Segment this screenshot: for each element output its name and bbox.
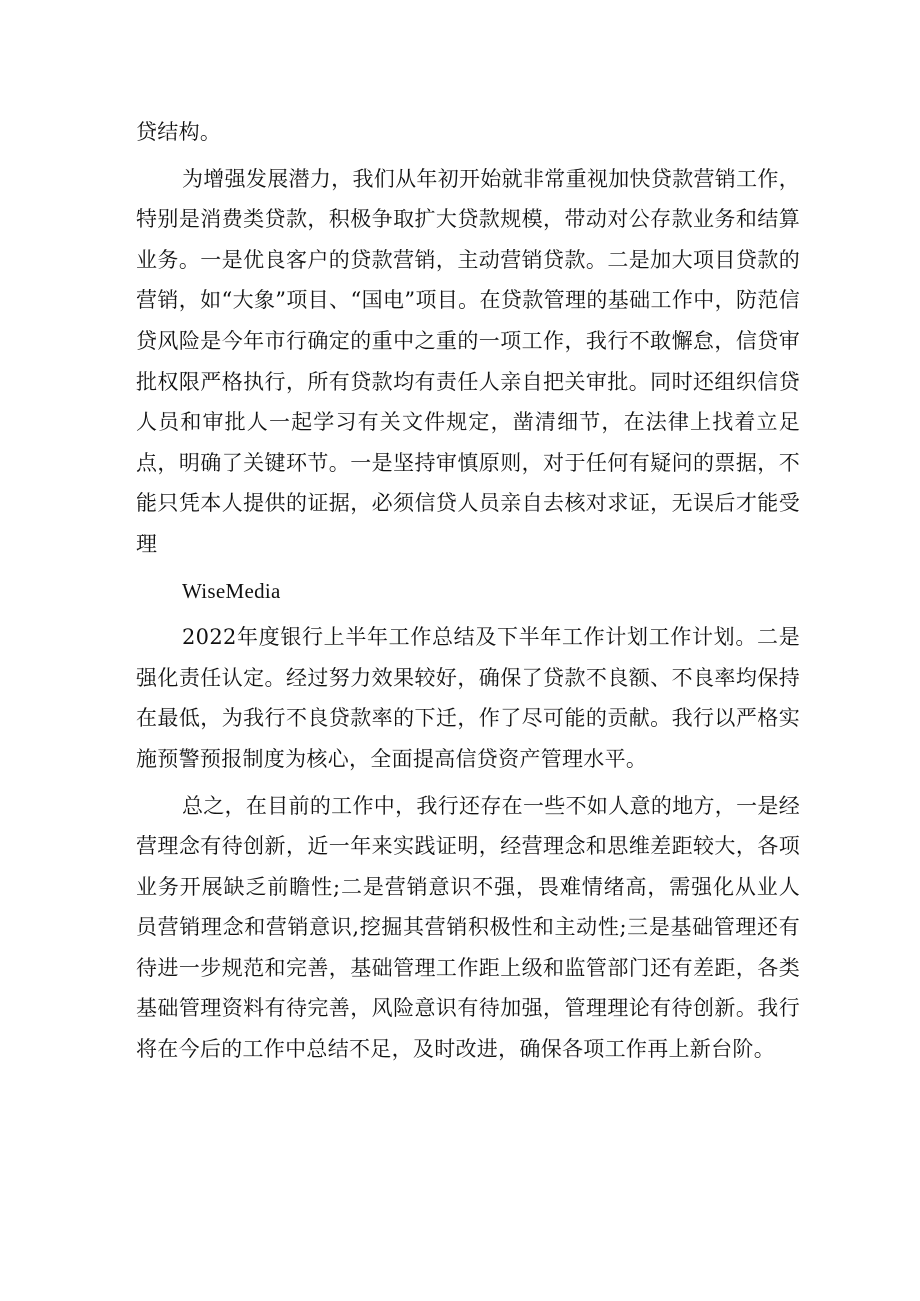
- paragraph-loan-marketing: 为增强发展潜力，我们从年初开始就非常重视加快贷款营销工作，特别是消费类贷款，积极争取扩大贷款规模，带动对公存款业务和结算业务。一是优良客户的贷款营销，主动营销贷款。二是加大项目贷款的营销，如“大象”项目、“国电”项目。在贷款管理的基础工作中，防范信贷风险是今年市行确定的重中之重的一项工作，我行不敢懈怠，信贷审批权限严格执行，所有贷款均有责任人亲自把关审批。同时还组织信贷人员和审批人一起学习有关文件规定，凿清细节，在法律上找着立足点，明确了关键环节。一是坚持审慎原则，对于任何有疑问的票据，不能只凭本人提供的证据，必须信贷人员亲自去核对求证，无误后才能受理: [136, 166, 800, 556]
- paragraph-responsibility: 2022年度银行上半年工作总结及下半年工作计划工作计划。二是强化责任认定。经过努力效果较好，确保了贷款不良额、不良率均保持在最低，为我行不良贷款率的下迁，作了尽可能的贡献。我行以严格实施预警预报制度为核心，全面提高信贷资产管理水平。: [136, 625, 800, 771]
- document-body: [136, 112, 800, 1070]
- paragraph-brand-text: WiseMedia: [182, 578, 281, 603]
- paragraph-summary: 总之，在目前的工作中，我行还存在一些不如人意的地方，一是经营理念有待创新，近一年来实践证明，经营理念和思维差距较大，各项业务开展缺乏前瞻性;二是营销意识不强，畏难情绪高，需强化从业人员营销理念和营销意识,挖掘其营销积极性和主动性;三是基础管理还有待进一步规范和完善，基础管理工作距上级和监管部门还有差距，各类基础管理资料有待完善，风险意识有待加强，管理理论有待创新。我行将在今后的工作中总结不足，及时改进，确保各项工作再上新台阶。: [136, 793, 800, 1062]
- paragraph-continuation: 贷结构。: [136, 120, 222, 144]
